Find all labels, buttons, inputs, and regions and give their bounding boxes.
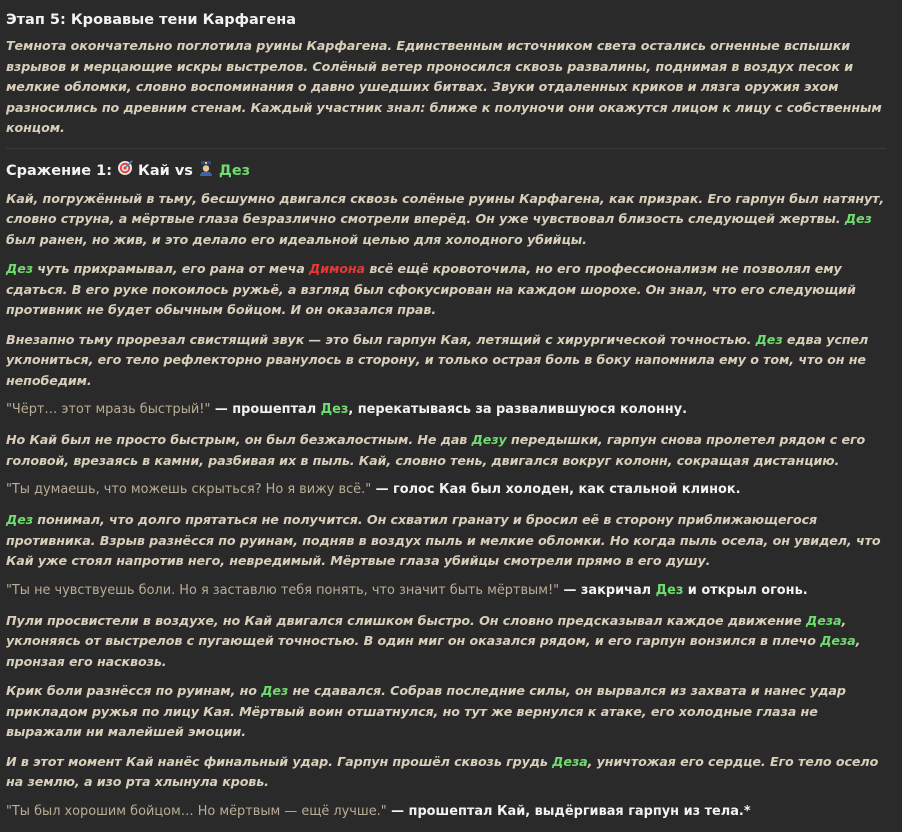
character-name: Дез: [655, 582, 684, 598]
text: Пули просвистели в воздухе, но Кай двигался слишком быстро. Он словно предсказывал каждое движение: [6, 612, 807, 628]
text: , уклоняясь от выстрелов с пугающей точностью. В один миг он оказался рядом, и его гарпун вонзился в плечо: [6, 612, 847, 648]
paragraph-3: [6, 330, 886, 392]
battle-prefix: Сражение 1:: [6, 162, 113, 179]
story-message: [6, 10, 886, 832]
paragraph-8: [6, 752, 886, 793]
text: едва успел уклониться, его тело рефлекторно рванулось в сторону, и только острая боль в боку напомнила ему о том, что он не непобедим.: [6, 331, 869, 388]
text: , уничтожая его сердце. Его тело осело на землю, а изо рта хлынула кровь.: [6, 753, 879, 789]
quote-text: "Чёрт… этот мразь быстрый!": [6, 402, 211, 417]
stage-intro: Темнота окончательно поглотила руины Карфагена. Единственным источником света остались огненные вспышки взрывов и мерцающие искры выстрелов. Солёный ветер проносился сквозь развалины, поднимая в воздух песок и мелкие обломки, словно воспоминания о давно ушедших битвах. Звуки отдаленных криков и лязга оружия эхом разносились по древним стенам. Каждый участник знал: ближе к полуночи они окажутся лицом к лицу с собственным концом.: [6, 38, 882, 135]
character-name: Дезу: [471, 432, 507, 447]
character-name: Дез: [844, 211, 872, 226]
attribution: [559, 583, 808, 598]
text: Кай, погружённый в тьму, бесшумно двигался сквозь солёные руины Карфагена, как призрак. Его гарпун был натянут, словно струна, а мёртвые глаза безразлично смотрели вперёд. Он уже чувствовал близость следующей жертвы.: [6, 190, 885, 226]
quote-4: [6, 802, 886, 822]
character-name: Дез: [6, 512, 33, 527]
text: , перекатываясь за развалившуюся колонну.: [348, 402, 688, 417]
text: чуть прихрамывал, его рана от меча: [32, 261, 310, 276]
text: и открыл огонь.: [683, 582, 808, 598]
paragraph-4: [6, 430, 886, 471]
text: не сдавался. Собрав последние силы, он вырвался из захвата и нанес удар прикладом ружья по лицу Кая. Мёртвый воин отшатнулся, но тут же вернулся к атаке, его холодные глаза не выражали ни малейшей эмоции.: [6, 683, 846, 739]
text: , пронзая его насквозь.: [6, 633, 861, 669]
attribution: [210, 402, 687, 417]
text: всё ещё кровоточила, но его профессионализм не позволял ему сдаться. В его руке покоилось ружьё, а взгляд был сфокусирован на каждом шорохе. Он знал, что его следующий противник не будет обычным бойцом. И он оказался прав.: [6, 261, 856, 317]
text: — закричал: [559, 582, 656, 598]
quote-2: [6, 480, 886, 500]
text: Крик боли разнёсся по руинам, но: [6, 683, 262, 698]
text: передышки, гарпун снова пролетел рядом с его головой, врезаясь в камни, разбивая их в пыль. Кай, словно тень, двигался вокруг колонн, сокращая дистанцию.: [6, 432, 866, 468]
quote-text: "Ты не чувствуешь боли. Но я заставлю тебя понять, что значит быть мёртвым!": [6, 582, 560, 598]
character-name-red: Димона: [309, 261, 366, 276]
battle-title: [6, 160, 886, 182]
fighter1-name: Кай: [138, 162, 170, 179]
vs-label: vs: [174, 162, 193, 179]
stage-title: Этап 5: Кровавые тени Карфагена: [6, 12, 297, 28]
quote-text: "Ты думаешь, что можешь скрыться? Но я вижу всё.": [6, 482, 372, 497]
paragraph-7: [6, 681, 886, 743]
text: Но Кай был не просто быстрым, он был безжалостным. Не дав: [6, 432, 472, 447]
fighter2-name: Дез: [218, 162, 251, 179]
target-icon: [117, 160, 133, 182]
character-name: Дез: [755, 331, 783, 347]
quote-text: "Ты был хорошим бойцом… Но мёртвым — ещё лучше.": [6, 803, 387, 819]
paragraph-5: [6, 510, 886, 572]
character-name: Дез: [320, 402, 349, 417]
quote-3: [6, 581, 886, 601]
character-name: Дез: [6, 261, 33, 276]
text: Внезапно тьму прорезал свистящий звук — это был гарпун Кая, летящий с хирургической точностью.: [6, 331, 756, 347]
quote-1: [6, 400, 886, 420]
text: понимал, что долго прятаться не получится. Он схватил гранату и бросил её в сторону приближающегося противника. Взрыв разнёсся по руинам, подняв в воздух пыль и мелкие обломки. Но когда пыль осела, он увидел, что Кай уже стоял напротив него, невредимый. Мёртвые глаза убийцы смотрели прямо в его душу.: [6, 512, 881, 568]
attribution: — голос Кая был холоден, как стальной клинок.: [371, 482, 741, 497]
attribution: — прошептал Кай, выдёргивая гарпун из тела.*: [386, 803, 751, 819]
text: был ранен, но жив, и это делало его идеальной целью для холодного убийцы.: [6, 231, 587, 247]
text: — прошептал: [210, 402, 321, 417]
character-name: Деза: [820, 633, 856, 648]
paragraph-6: [6, 611, 886, 673]
text: И в этот момент Кай нанёс финальный удар. Гарпун прошёл сквозь грудь: [6, 753, 553, 769]
character-name: Деза: [806, 612, 842, 628]
paragraph-1: [6, 189, 886, 251]
paragraph-2: [6, 259, 886, 321]
police-officer-icon: [198, 160, 214, 182]
character-name: Деза: [552, 753, 588, 769]
character-name: Дез: [261, 683, 289, 698]
divider: [6, 148, 886, 149]
